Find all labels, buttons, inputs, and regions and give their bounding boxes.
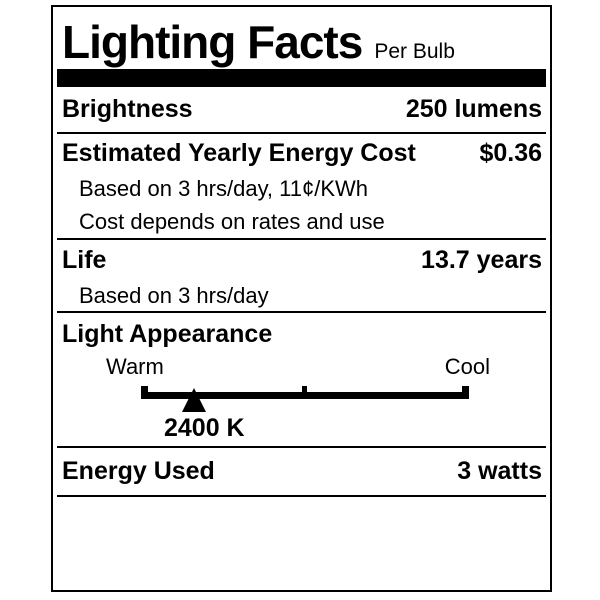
energy-cost-row (62, 134, 542, 172)
energy-cost-label: Estimated Yearly Energy Cost (62, 138, 416, 167)
energy-used-value: 3 watts (457, 457, 542, 485)
light-appearance-section (53, 313, 550, 446)
energy-cost-note-disclaimer: Cost depends on rates and use (79, 209, 385, 234)
life-note-basis: Based on 3 hrs/day (79, 283, 269, 308)
cool-label: Cool (444, 354, 490, 379)
brightness-row (53, 87, 550, 132)
label-subtitle: Per Bulb (374, 40, 455, 63)
energy-cost-value: $0.36 (479, 138, 542, 167)
brightness-label: Brightness (62, 95, 193, 123)
thick-divider-bar (57, 69, 546, 87)
life-value: 13.7 years (421, 245, 542, 274)
energy-used-row (53, 448, 550, 495)
energy-cost-note-basis: Based on 3 hrs/day, 11¢/KWh (79, 176, 369, 201)
brightness-value: 250 lumens (405, 95, 542, 123)
scale-end-labels (106, 355, 490, 379)
light-appearance-heading (62, 313, 542, 355)
divider-rule (57, 495, 546, 497)
color-temperature-value: 2400 K (164, 414, 245, 442)
label-title: Lighting Facts (62, 16, 363, 68)
life-label: Life (62, 245, 107, 274)
warm-label: Warm (106, 354, 164, 379)
life-section (53, 240, 550, 311)
lighting-facts-label (51, 5, 552, 592)
life-row (62, 240, 542, 280)
triangle-marker-icon (182, 388, 206, 412)
color-temperature-scale (62, 386, 542, 410)
energy-used-label: Energy Used (62, 457, 215, 485)
label-header (53, 7, 550, 69)
energy-cost-section (53, 134, 550, 238)
light-appearance-label: Light Appearance (62, 319, 273, 348)
